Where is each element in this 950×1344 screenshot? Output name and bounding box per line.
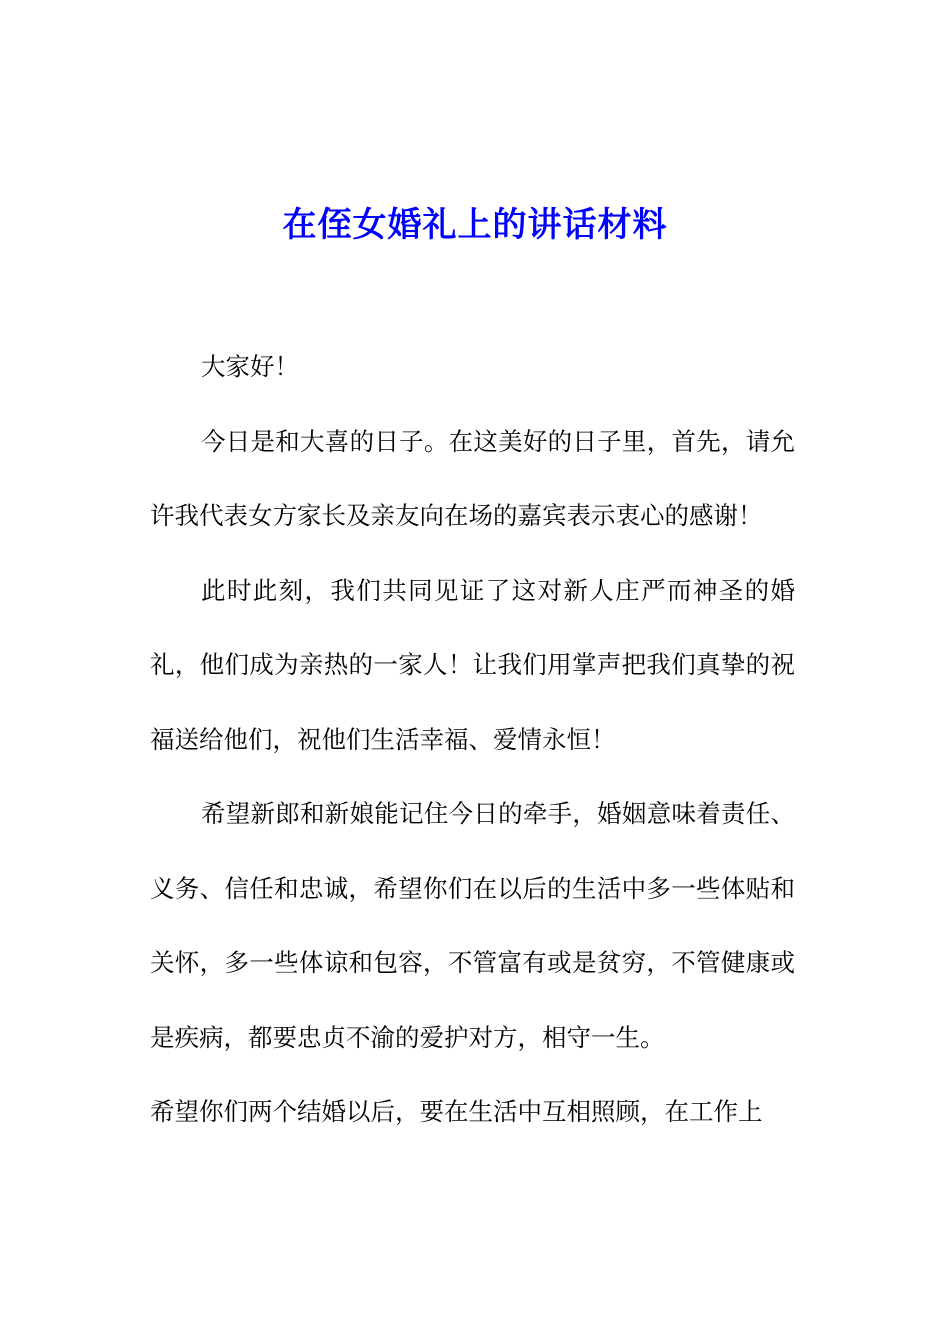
paragraph-witness: 此时此刻，我们共同见证了这对新人庄严而神圣的婚礼，他们成为亲热的一家人！让我们用掌声把我们真挚的祝福送给他们，祝他们生活幸福、爱情永恒！: [150, 575, 795, 754]
document-body: [150, 330, 795, 1150]
paragraph-wishes: 希望新郎和新娘能记住今日的牵手，婚姻意味着责任、义务、信任和忠诚，希望你们在以后的生活中多一些体贴和关怀，多一些体谅和包容，不管富有或是贫穷，不管健康或是疾病，都要忠贞不渝的爱护对方，相守一生。: [150, 799, 795, 1052]
document-title: 在侄女婚礼上的讲话材料: [282, 204, 668, 245]
paragraph-greeting: 大家好！: [201, 352, 299, 381]
paragraph-continued: 希望你们两个结婚以后，要在生活中互相照顾，在工作上: [150, 1097, 763, 1126]
paragraph-thanks: 今日是和大喜的日子。在这美好的日子里，首先，请允许我代表女方家长及亲友向在场的嘉宾表示衷心的感谢！: [150, 426, 795, 530]
